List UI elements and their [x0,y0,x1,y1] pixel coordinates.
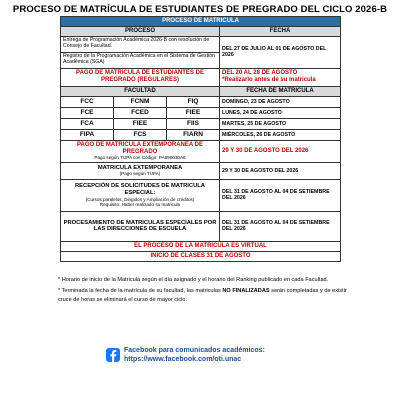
faculty-date: MIÉRCOLES, 26 DE AGOSTO [220,129,341,140]
date-programacion: DEL 27 DE JULIO AL 01 DE AGOSTO DEL 2026 [220,36,341,68]
pago-date-range: DEL 20 AL 28 DE AGOSTO [222,70,298,77]
column-header-fecha: FECHA [220,26,341,36]
faculty-date: MARTES, 25 DE AGOSTO [220,118,341,129]
faculty-cell: FCS [114,129,167,140]
date-procesamiento: DEL 31 DE AGOSTO AL 04 DE SETIEMBRE DEL 2026 [220,211,341,241]
faculty-cell: FIEE [167,107,220,118]
column-header-fecha-matricula: FECHA DE MATRICULA [220,86,341,96]
facebook-block [106,346,306,366]
process-recepcion-solicitudes [61,179,220,211]
faculty-cell: FIARN [167,129,220,140]
table-header: PROCESO DE MATRICULA [61,17,341,27]
column-header-proceso: PROCESO [61,26,220,36]
note-horario: * Horario de inicio de la Matricula según el día asignado y el horario del Ranking publicado en cada Facultad. [58,277,329,283]
faculty-cell: FIPA [61,129,114,140]
mat-ext-sub: (Pago según TUPA) [119,171,161,177]
faculty-cell: FCC [61,96,114,107]
date-pago-extemporanea: 29 Y 30 DE AGOSTO DEL 2026 [220,140,341,162]
faculty-cell: FCE [61,107,114,118]
facebook-text [124,346,265,365]
date-matricula-extemporanea: 29 Y 30 DE AGOSTO DEL 2026 [220,162,341,179]
pago-note: *Realizarlo antes de su matricula [222,77,316,84]
note-terminada [58,287,350,304]
process-pago-extemporanea [61,140,220,162]
faculty-cell: FIQ [167,96,220,107]
process-entrega: Entrega de Programación Académica 2026-B con resolución de Consejo de Facultad. [61,36,220,52]
process-pago-matricula: PAGO DE MATRÍCULA DE ESTUDIANTES DE PREGRADO (REGULARES) [61,68,220,86]
process-matricula-extemporanea [61,162,220,179]
mat-ext-label: MATRICULA EXTEMPORANEA [97,164,183,171]
faculty-cell: FIIS [167,118,220,129]
process-procesamiento: PROCESAMIENTO DE MATRICULAS ESPECIALES POR LAS DIRECCIONES DE ESCUELA [61,211,220,241]
faculty-date: LUNES, 24 DE AGOSTO [220,107,341,118]
note-terminada-bold: NO FINALIZADAS [222,288,270,295]
facebook-label: Facebook para comunicados académicos: [124,347,265,354]
pago-ext-code: Pago según TUPA con Código: PA690030A6 [94,155,186,161]
faculty-cell: FCED [114,107,167,118]
recep-label: RECEPCIÓN DE SOLICITUDES DE MATRICULA ESPECIAL: [74,183,205,196]
notes [58,276,350,307]
process-registro: Registro de la Programación Académica en el Sistema de Gestión Académica (SGA) [61,52,220,68]
pago-ext-label: PAGO DE MATRICULA EXTEMPORANEA DE PREGRADO [76,141,203,155]
column-header-facultad: FACULTAD [61,86,220,96]
note-terminada-pre: * Terminada la fecha de la matrícula de su facultad, las matriculas [58,288,223,295]
page-title: PROCESO DE MATRÍCULA DE ESTUDIANTES DE PREGRADO DEL CICLO 2026-B [12,4,388,15]
faculty-date: DOMINGO, 23 DE AGOSTO [220,96,341,107]
faculty-cell: FIEE [114,118,167,129]
faculty-cell: FCA [61,118,114,129]
facebook-icon [106,348,120,362]
enrollment-schedule-table [60,16,341,262]
recep-sub: (Cursos paralelos, Dirigidos y Ampliación de créditos) [85,196,195,202]
virtual-notice: EL PROCESO DE LA MATRICULA ES VIRTUAL [61,241,341,251]
recep-requisito: Requisito: Haber realizado su matricula [99,201,181,207]
facebook-link[interactable]: https://www.facebook.com/oti.unac [124,356,242,364]
date-pago-matricula [220,68,341,86]
date-recepcion: DEL 31 DE AGOSTO AL 04 DE SETIEMBRE DEL 2026 [220,179,341,211]
class-start-notice: INICIO DE CLASES 31 DE AGOSTO [61,251,341,261]
faculty-cell: FCNM [114,96,167,107]
note-terminada-post: serán completadas y de existir cruce de horas se eliminará el curso de mayor ciclo. [58,288,347,303]
